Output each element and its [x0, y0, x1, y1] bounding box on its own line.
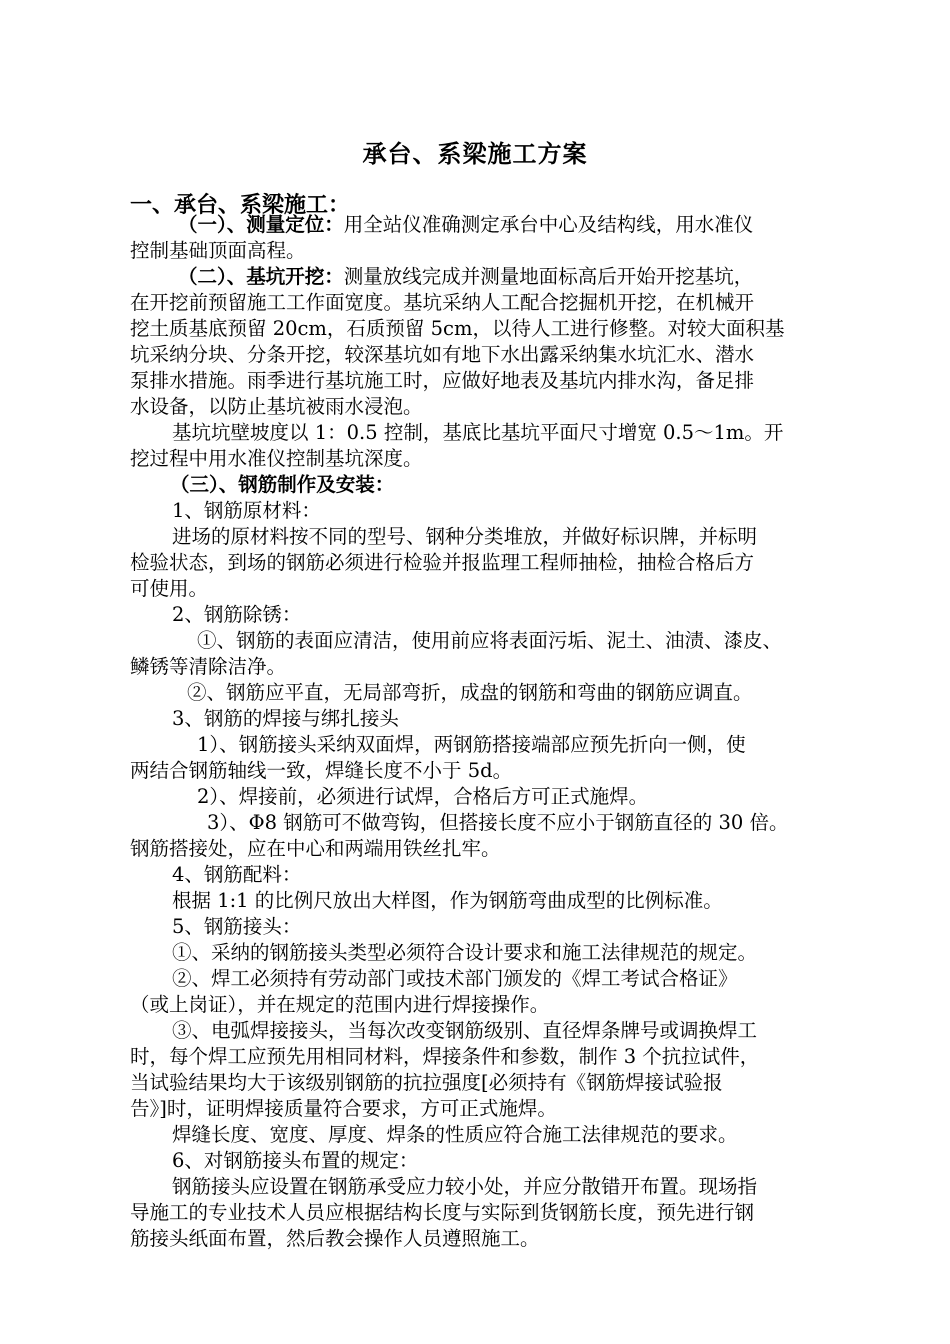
- paragraph-line: 检验状态，到场的钢筋必须进行检验并报监理工程师抽检，抽检合格后方: [130, 551, 755, 574]
- subsection-label: （三）、钢筋制作及安装：: [170, 473, 395, 496]
- item-heading: 6、对钢筋接头布置的规定：: [172, 1149, 419, 1172]
- paragraph-line: 控制基础顶面高程。: [130, 239, 306, 262]
- paragraph-line: 告》]时，证明焊接质量符合要求，方可正式施焊。: [130, 1097, 557, 1120]
- item-heading: 2、钢筋除锈：: [172, 603, 302, 626]
- paragraph-line: 当试验结果均大于该级别钢筋的抗拉强度[必须持有《钢筋焊接试验报: [130, 1071, 723, 1094]
- paragraph-line: ②、焊工必须持有劳动部门或技术部门颁发的《焊工考试合格证》: [172, 967, 738, 990]
- paragraph-line: 根据 1:1 的比例尺放出大样图，作为钢筋弯曲成型的比例标准。: [172, 889, 723, 912]
- item-heading: 3、钢筋的焊接与绑扎接头: [172, 707, 399, 730]
- paragraph-line: 挖土质基底预留 20cm，石质预留 5cm，以待人工进行修整。对较大面积基: [130, 317, 785, 340]
- paragraph-line: 钢筋接头应设置在钢筋承受应力较小处，并应分散错开布置。现场指: [172, 1175, 758, 1198]
- paragraph-line: ③、电弧焊接接头，当每次改变钢筋级别、直径焊条牌号或调换焊工: [172, 1019, 758, 1042]
- paragraph-line: 3）、Φ8 钢筋可不做弯钩，但搭接长度不应小于钢筋直径的 30 倍。: [207, 811, 789, 834]
- paragraph-line: ①、采纳的钢筋接头类型必须符合设计要求和施工法律规范的规定。: [172, 941, 758, 964]
- paragraph-line: 泵排水措施。雨季进行基坑施工时，应做好地表及基坑内排水沟，备足排: [130, 369, 755, 392]
- paragraph-line: 基坑坑壁坡度以 1：0.5 控制，基底比基坑平面尺寸增宽 0.5～1m。开: [172, 421, 784, 444]
- paragraph-line: [178, 264, 753, 290]
- subsection-label: （二）、基坑开挖：: [178, 265, 344, 288]
- paragraph-line: 2）、焊接前，必须进行试焊，合格后方可正式施焊。: [197, 785, 649, 808]
- paragraph-line: 筋接头纸面布置，然后教会操作人员遵照施工。: [130, 1227, 540, 1250]
- paragraph-line: 导施工的专业技术人员应根据结构长度与实际到货钢筋长度，预先进行钢: [130, 1201, 755, 1224]
- paragraph-line: 鳞锈等清除洁净。: [130, 655, 287, 678]
- paragraph-line: 时，每个焊工应预先用相同材料，焊接条件和参数，制作 3 个抗拉试件，: [130, 1045, 760, 1068]
- section-heading: 一、承台、系梁施工：: [130, 193, 351, 218]
- paragraph-line: 坑采纳分块、分条开挖，较深基坑如有地下水出露采纳集水坑汇水、潜水: [130, 343, 755, 366]
- paragraph-line: 焊缝长度、宽度、厚度、焊条的性质应符合施工法律规范的要求。: [172, 1123, 738, 1146]
- paragraph-line: 两结合钢筋轴线一致，焊缝长度不小于 5d。: [130, 759, 513, 782]
- paragraph-line: 进场的原材料按不同的型号、钢种分类堆放，并做好标识牌，并标明: [172, 525, 758, 548]
- paragraph-line: 水设备，以防止基坑被雨水浸泡。: [130, 395, 423, 418]
- text-run: 测量放线完成并测量地面标高后开始开挖基坑，: [343, 265, 754, 288]
- paragraph-line: ②、钢筋应平直，无局部弯折，成盘的钢筋和弯曲的钢筋应调直。: [187, 681, 753, 704]
- item-heading: 5、钢筋接头：: [172, 915, 302, 938]
- paragraph-line: 1）、钢筋接头采纳双面焊，两钢筋搭接端部应预先折向一侧，使: [197, 733, 746, 756]
- paragraph-line: 在开挖前预留施工工作面宽度。基坑采纳人工配合挖掘机开挖，在机械开: [130, 291, 755, 314]
- paragraph-line: [178, 212, 753, 238]
- paragraph-line: 挖过程中用水准仪控制基坑深度。: [130, 447, 423, 470]
- item-heading: 4、钢筋配料：: [172, 863, 302, 886]
- paragraph-line: 可使用。: [130, 577, 209, 600]
- text-run: 用全站仪准确测定承台中心及结构线，用水准仪: [343, 213, 754, 236]
- paragraph-line: （或上岗证），并在规定的范围内进行焊接操作。: [130, 993, 550, 1016]
- item-heading: 1、钢筋原材料：: [172, 499, 321, 522]
- paragraph-line: 钢筋搭接处，应在中心和两端用铁丝扎牢。: [130, 837, 501, 860]
- paragraph-line: ①、钢筋的表面应清洁，使用前应将表面污垢、泥土、油渍、漆皮、: [197, 629, 783, 652]
- subsection-label: （一）、测量定位：: [178, 213, 344, 236]
- page-title: 承台、系梁施工方案: [362, 140, 588, 168]
